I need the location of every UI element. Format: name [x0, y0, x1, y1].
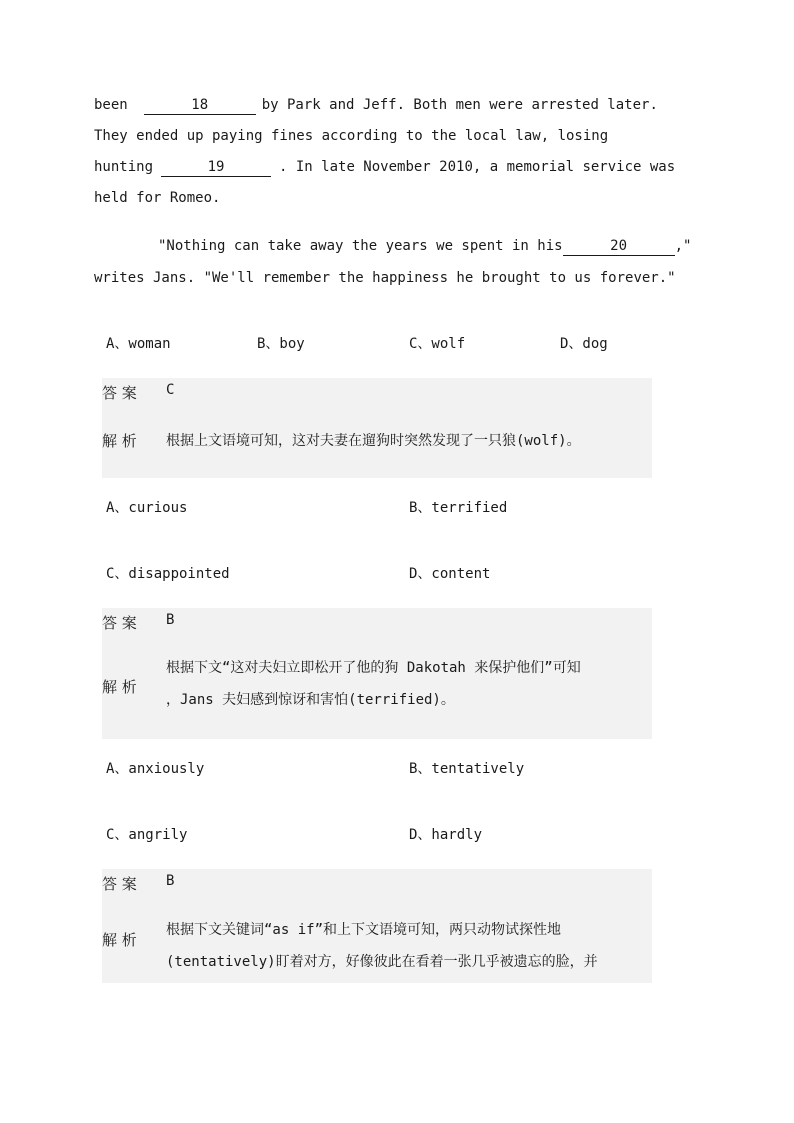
blank-19: 19 [161, 158, 271, 177]
answer-value: C [166, 382, 175, 398]
explanation-line: 根据下文“这对夫妇立即松开了他的狗 Dakotah 来保护他们”可知 [166, 660, 581, 676]
explanation-label: 解 析 [102, 678, 137, 696]
option-c[interactable]: C、wolf [409, 336, 466, 352]
option-a[interactable]: A、anxiously [106, 761, 205, 777]
question-1-options [106, 333, 666, 355]
answer-label: 答 案 [102, 384, 137, 402]
option-c[interactable]: C、angrily [106, 827, 188, 843]
blank-18: 18 [144, 96, 256, 115]
answer-value: B [166, 612, 175, 628]
passage-paragraph-1 [94, 90, 694, 214]
answer-label: 答 案 [102, 614, 137, 632]
passage-text: "Nothing can take away the years we spent in his [158, 238, 563, 254]
option-b[interactable]: B、tentatively [409, 761, 525, 777]
option-d[interactable]: D、content [409, 566, 491, 582]
blank-20: 20 [563, 237, 675, 256]
explanation-label: 解 析 [102, 931, 137, 949]
question-3-options [106, 758, 666, 780]
answer-box-2 [102, 608, 652, 739]
option-b[interactable]: B、terrified [409, 500, 508, 516]
explanation-line: 根据下文关键词“as if”和上下文语境可知，两只动物试探性地 [166, 922, 561, 938]
explanation-line: ，Jans 夫妇感到惊讶和害怕(terrified)。 [166, 692, 455, 708]
explanation-line: (tentatively)盯着对方，好像彼此在看着一张几乎被遗忘的脸，并 [166, 954, 598, 970]
option-c[interactable]: C、disappointed [106, 566, 230, 582]
option-d[interactable]: D、hardly [409, 827, 483, 843]
option-d[interactable]: D、dog [560, 336, 608, 352]
passage-paragraph-2 [94, 230, 694, 294]
option-a[interactable]: A、curious [106, 500, 188, 516]
passage-text: by Park and Jeff. Both men were arrested later. They ended up paying fines according to the local law, losing [94, 97, 658, 144]
question-3-options-row-2 [106, 824, 666, 846]
question-2-options-row-2 [106, 563, 666, 585]
passage-text: hunting [94, 159, 154, 175]
answer-label: 答 案 [102, 875, 137, 893]
question-2-options [106, 497, 666, 519]
option-b[interactable]: B、boy [257, 336, 305, 352]
answer-box-1 [102, 378, 652, 478]
answer-value: B [166, 873, 175, 889]
answer-box-3 [102, 869, 652, 983]
passage-text: ," writes Jans. "We'll remember the happiness he brought to us forever." [94, 238, 692, 286]
passage-text: been [94, 97, 128, 113]
option-a[interactable]: A、woman [106, 336, 171, 352]
explanation-text: 根据上文语境可知，这对夫妻在遛狗时突然发现了一只狼(wolf)。 [166, 433, 581, 449]
passage-text: . In late November 2010, a memorial service was held for Romeo. [94, 159, 676, 206]
explanation-label: 解 析 [102, 432, 137, 450]
